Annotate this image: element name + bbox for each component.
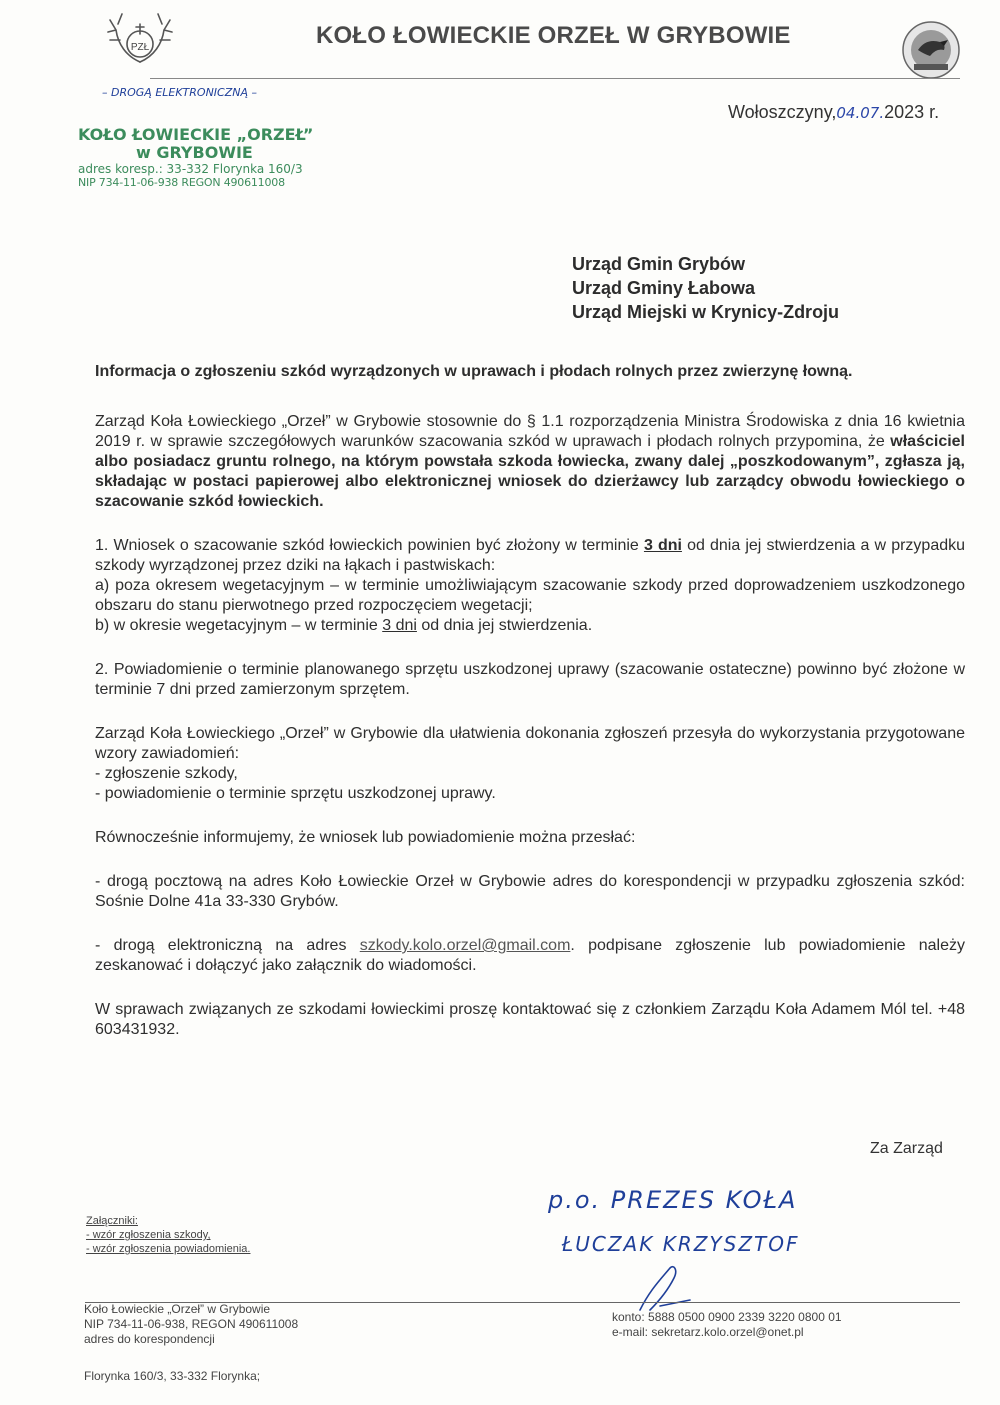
stamp-line-4: NIP 734-11-06-938 REGON 490611008 xyxy=(78,175,285,189)
email-link[interactable]: szkody.kolo.orzel@gmail.com xyxy=(359,937,571,954)
attachments-block xyxy=(86,1214,250,1256)
submission-info: Równocześnie informujemy, że wniosek lub powiadomienie można przesłać: xyxy=(95,829,636,846)
electronic-submission-text-b: . podpisane zgłoszenie lub powiadomienie należy zeskanować i dołączyć jako załącznik do wiadomości. xyxy=(95,937,965,974)
point-1-deadline: 3 dni xyxy=(643,537,682,554)
point-1-item-b xyxy=(95,616,965,636)
eagle-badge-icon xyxy=(900,20,962,80)
stamp-line-2: w GRYBOWIE xyxy=(136,143,253,163)
handwritten-note: – DROGĄ ELEKTRONICZNĄ – xyxy=(102,86,258,99)
intro-bold-text: właściciel albo posiadacz gruntu rolnego, na którym powstała szkoda łowiecka, zwany dalej „poszkodowanym”, zgłasza ją, składając w postaci papierowej albo elektronicznej wniosek do dzierżawcy lub zarządcy obwodu łowieckiego o szacowanie szkód łowieckich. xyxy=(95,433,965,510)
footer-bank-account: konto: 5888 0500 0900 2339 3220 0800 01 xyxy=(612,1310,842,1324)
closing-text: Za Zarząd xyxy=(870,1140,943,1157)
recipient-1: Urząd Gmin Grybów xyxy=(572,254,746,274)
letter-heading: Informacja o zgłoszeniu szkód wyrządzonych w uprawach i płodach rolnych przez zwierzynę łowną. xyxy=(95,363,853,380)
footer-contact xyxy=(612,1310,842,1340)
point-1-text-b: od dnia jej stwierdzenia a w przypadku szkody wyrządzonej przez dziki na łąkach i pastwiskach: xyxy=(95,537,966,574)
point-1-paragraph xyxy=(95,536,965,576)
intro-text: Zarząd Koła Łowieckiego „Orzeł” w Grybowie stosownie do § 1.1 rozporządzenia Ministra Środowiska z dnia 16 kwietnia 2019 r. w sprawie szczegółowych warunków szacowania szkód w uprawach i płodach rolnych przypomina, że xyxy=(95,413,965,450)
point-1-text-a: 1. Wniosek o szacowanie szkód łowieckich powinien być złożony w terminie xyxy=(95,537,644,554)
contact-paragraph: W sprawach związanych ze szkodami łowieckimi proszę kontaktować się z członkiem Zarządu Koła Adamem Mól tel. +48 603431932. xyxy=(95,1001,965,1038)
recipient-2: Urząd Gminy Łabowa xyxy=(572,278,756,298)
signature-line-2: ŁUCZAK KRZYSZTOF xyxy=(562,1232,800,1256)
organization-stamp xyxy=(78,126,338,189)
letter-body xyxy=(95,362,965,1040)
footer-email: e-mail: sekretarz.kolo.orzel@onet.pl xyxy=(612,1325,804,1339)
stamp-line-3: adres koresp.: 33-332 Florynka 160/3 xyxy=(78,161,303,176)
document-date xyxy=(728,102,939,123)
date-suffix: 2023 r. xyxy=(884,102,940,122)
attachment-item-1: - wzór zgłoszenia szkody, xyxy=(86,1229,211,1241)
point-2-paragraph: 2. Powiadomienie o terminie planowanego sprzętu uszkodzonej uprawy (szacowanie ostateczne) powinno być złożone w terminie 7 dni przed zamierzonym sprzętem. xyxy=(95,661,965,698)
date-handwritten: 04.07. xyxy=(836,104,885,122)
template-item-1: - zgłoszenie szkody, xyxy=(95,765,238,782)
point-1-item-b-text-a: b) w okresie wegetacyjnym – w terminie xyxy=(95,617,383,634)
signature-line-1: p.o. PREZES KOŁA xyxy=(548,1186,798,1214)
logo-text: PZŁ xyxy=(130,42,150,53)
organization-title: KOŁO ŁOWIECKIE ORZEŁ W GRYBOWIE xyxy=(316,22,791,49)
template-item-2: - powiadomienie o terminie sprzętu uszkodzonej uprawy. xyxy=(95,785,496,802)
footer-address xyxy=(84,1302,298,1384)
footer-left-line-1: Koło Łowieckie „Orzeł” w Grybowie xyxy=(84,1302,271,1316)
electronic-submission xyxy=(95,936,965,976)
footer-left-line-2: NIP 734-11-06-938, REGON 490611008 xyxy=(84,1317,299,1331)
footer-left-line-3: adres do korespondencji xyxy=(84,1332,215,1346)
intro-paragraph xyxy=(95,412,965,512)
pzl-logo-icon xyxy=(100,10,180,68)
recipient-3: Urząd Miejski w Krynicy-Zdroju xyxy=(572,302,840,322)
templates-paragraph: Zarząd Koła Łowieckiego „Orzeł” w Grybowie dla ułatwienia dokonania zgłoszeń przesyła do wykorzystania przygotowane wzory zawiadomień: xyxy=(95,725,965,762)
date-prefix: Wołoszczyny, xyxy=(728,102,837,122)
recipients-block xyxy=(572,252,839,324)
point-1-item-a: a) poza okresem wegetacyjnym – w terminie umożliwiającym szacowanie szkody przed doprowadzeniem uszkodzonego obszaru do stanu pierwotnego przed rozpoczęciem wegetacji; xyxy=(95,577,965,614)
attachment-item-2: - wzór zgłoszenia powiadomienia. xyxy=(86,1243,251,1255)
postal-submission: - drogą pocztową na adres Koło Łowieckie Orzeł w Grybowie adres do korespondencji w przypadku zgłoszenia szkód: Sośnie Dolne 41a 33-330 Grybów. xyxy=(95,873,965,910)
stamp-line-1: KOŁO ŁOWIECKIE „ORZEŁ” xyxy=(78,125,314,144)
point-1-item-b-text-b: od dnia jej stwierdzenia. xyxy=(416,617,593,634)
attachments-label: Załączniki: xyxy=(86,1215,138,1227)
point-1-item-b-deadline: 3 dni xyxy=(382,617,417,634)
electronic-submission-text-a: - drogą elektroniczną na adres xyxy=(95,937,360,954)
footer-left-line-4: Florynka 160/3, 33-332 Florynka; xyxy=(84,1369,261,1383)
header-divider xyxy=(150,78,960,79)
